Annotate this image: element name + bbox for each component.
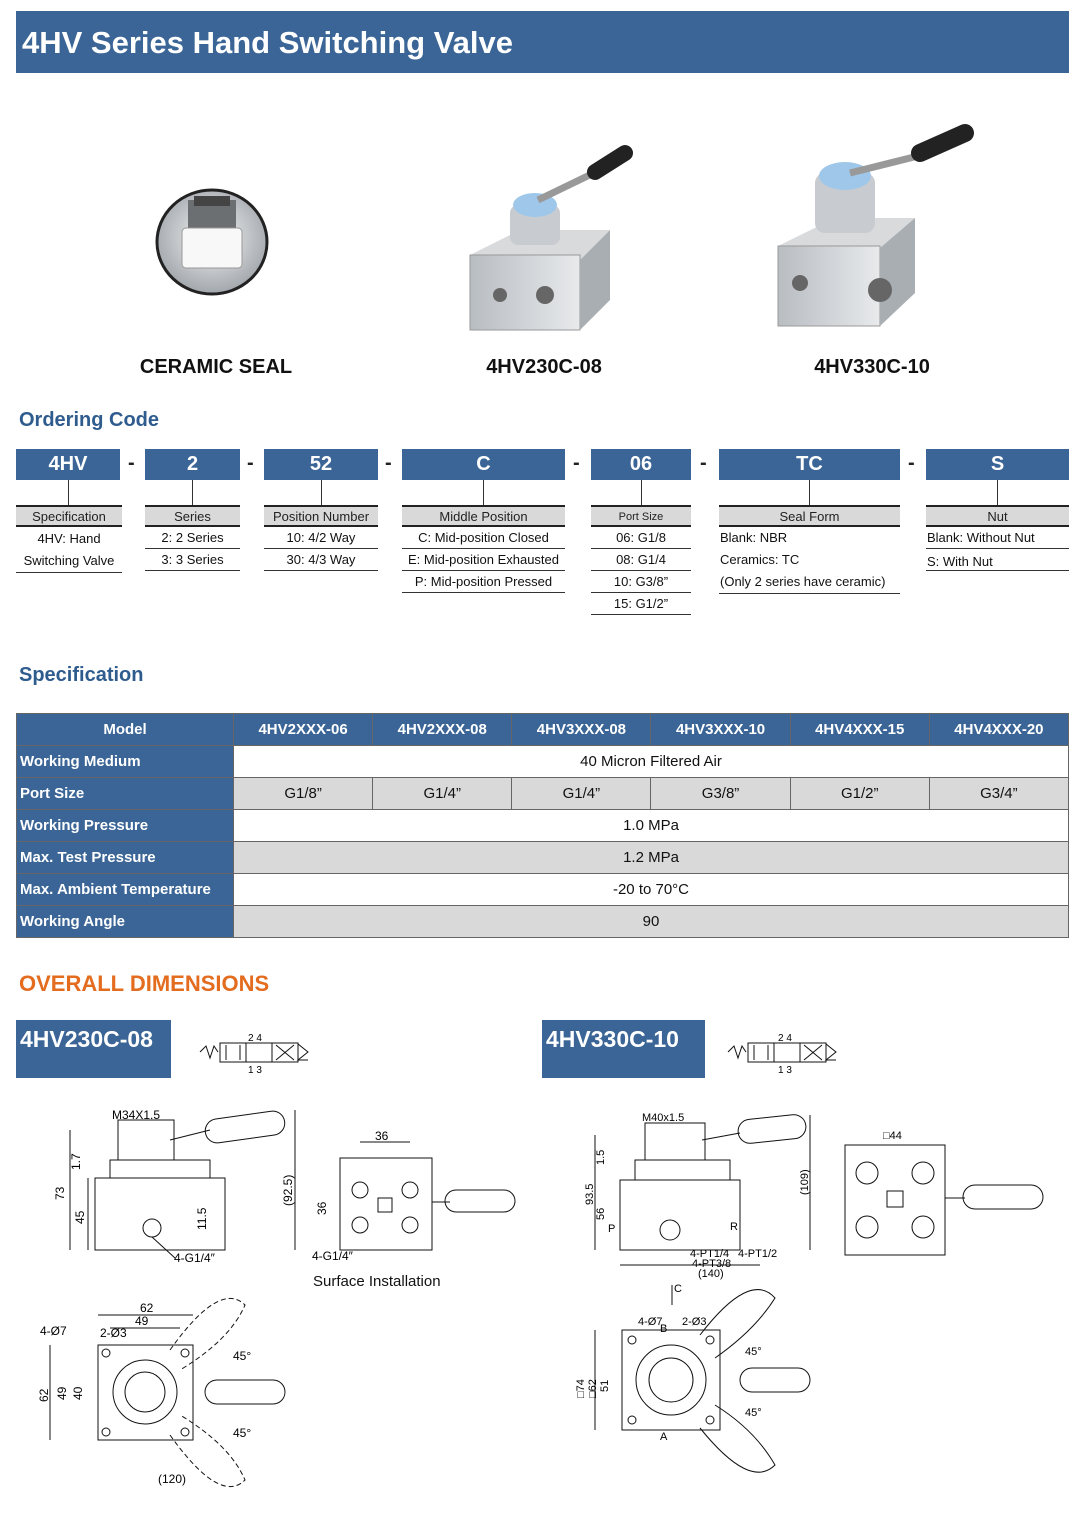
spec-header-cell: 4HV2XXX-06	[234, 714, 373, 746]
spec-header-cell: 4HV4XXX-20	[929, 714, 1068, 746]
code-separator: -	[700, 452, 707, 474]
col-value: 2: 2 Series	[145, 527, 240, 549]
col-header: Seal Form	[719, 505, 900, 527]
spec-row-label: Working Angle	[17, 906, 234, 938]
right-top-view-drawing	[570, 1280, 830, 1505]
spec-cell: G1/4”	[512, 778, 651, 810]
valve-symbol-left	[196, 1032, 316, 1074]
connector-line	[809, 480, 810, 505]
dim-label: 45	[73, 1210, 87, 1224]
dim-label: 45°	[233, 1349, 252, 1363]
col-value: 06: G1/8	[591, 527, 691, 549]
col-header: Position Number	[264, 505, 378, 527]
dim-label: 4-Ø7	[40, 1324, 67, 1338]
spec-header-row	[17, 714, 1069, 746]
col-header: Specification	[16, 505, 122, 527]
spec-row	[17, 874, 1069, 906]
spec-row	[17, 906, 1069, 938]
spec-row-label: Port Size	[17, 778, 234, 810]
connector-line	[192, 480, 193, 505]
col-value: 10: 4/2 Way	[264, 527, 378, 549]
col-value-line: 4HV: Hand	[37, 531, 101, 546]
ordering-col-position	[264, 505, 378, 571]
code-box-middle: C	[402, 449, 565, 480]
dimensions-heading: OVERALL DIMENSIONS	[19, 971, 270, 996]
dim-label: B	[660, 1323, 668, 1335]
model-330-label: 4HV330C-10	[814, 356, 930, 378]
col-value-line: Blank: NBR	[720, 530, 788, 545]
spec-row	[17, 778, 1069, 810]
dim-model-right: 4HV330C-10	[542, 1020, 705, 1078]
dim-label: □62	[587, 1379, 599, 1398]
dim-label: 62	[140, 1301, 154, 1315]
dim-label: (109)	[799, 1169, 811, 1195]
dim-label: 93.5	[584, 1183, 596, 1205]
valve-photo-4hv230	[460, 135, 640, 345]
dim-label: □74	[575, 1379, 587, 1398]
valve-symbol-right	[724, 1032, 849, 1074]
dim-label: M34X1.5	[112, 1108, 161, 1122]
dim-label: 4-G1/4″	[174, 1251, 215, 1265]
spec-row-label: Max. Ambient Temperature	[17, 874, 234, 906]
dim-label: (92.5)	[281, 1174, 295, 1206]
dim-label: (120)	[158, 1472, 187, 1486]
col-value: 3: 3 Series	[145, 549, 240, 571]
dim-label: 2-Ø3	[100, 1326, 127, 1340]
code-separator: -	[573, 452, 580, 474]
spec-cell: G1/8”	[234, 778, 373, 810]
connector-line	[483, 480, 484, 505]
dim-label: 56	[595, 1207, 607, 1220]
code-box-position: 52	[264, 449, 378, 480]
connector-line	[641, 480, 642, 505]
spec-cell: 1.2 MPa	[234, 842, 1069, 874]
spec-cell: G1/4”	[373, 778, 512, 810]
dim-label: M40x1.5	[642, 1112, 685, 1124]
dim-label: C	[674, 1283, 682, 1295]
model-230-label: 4HV230C-08	[486, 356, 602, 378]
code-box-series: 2	[145, 449, 240, 480]
spec-cell: -20 to 70°C	[234, 874, 1069, 906]
dim-label: 4-PT1/4	[690, 1248, 730, 1260]
spec-cell: 90	[234, 906, 1069, 938]
connector-line	[997, 480, 998, 505]
symbol-top-label: 2 4	[778, 1033, 792, 1044]
spec-cell: 40 Micron Filtered Air	[234, 746, 1069, 778]
dim-label: 1.7	[69, 1153, 83, 1170]
surface-installation-label: Surface Installation	[313, 1273, 441, 1290]
dim-label: 62	[37, 1388, 51, 1402]
spec-header-cell: 4HV3XXX-08	[512, 714, 651, 746]
dim-label: 11.5	[195, 1207, 209, 1230]
ceramic-seal-photo	[150, 180, 280, 300]
col-value	[719, 527, 900, 594]
col-value	[16, 527, 122, 573]
symbol-bottom-label: 1 3	[248, 1065, 262, 1074]
col-value: 30: 4/3 Way	[264, 549, 378, 571]
symbol-bottom-label: 1 3	[778, 1065, 792, 1074]
ordering-col-middle	[402, 505, 565, 593]
dim-label: 73	[53, 1186, 67, 1200]
spec-cell: 1.0 MPa	[234, 810, 1069, 842]
ordering-col-port	[591, 505, 691, 615]
ceramic-seal-label: CERAMIC SEAL	[139, 356, 293, 378]
spec-header-cell: Model	[17, 714, 234, 746]
spec-header-cell: 4HV3XXX-10	[651, 714, 790, 746]
dim-label: 51	[599, 1379, 611, 1392]
code-box-nut: S	[926, 449, 1069, 480]
symbol-top-label: 2 4	[248, 1033, 262, 1044]
col-value-line: (Only 2 series have ceramic)	[720, 574, 886, 589]
dim-label: 45°	[233, 1426, 252, 1440]
col-value-line: Ceramics: TC	[720, 552, 800, 567]
ordering-code-heading: Ordering Code	[19, 409, 160, 431]
col-value: 15: G1/2”	[591, 593, 691, 615]
code-separator: -	[908, 452, 915, 474]
col-value: E: Mid-position Exhausted	[402, 549, 565, 571]
connector-line	[321, 480, 322, 505]
dim-label: 36	[375, 1130, 389, 1143]
dim-label: R	[730, 1221, 738, 1233]
code-box-port: 06	[591, 449, 691, 480]
col-value: Blank: Without Nut	[926, 527, 1069, 549]
code-separator: -	[128, 452, 135, 474]
page-title: 4HV Series Hand Switching Valve	[16, 11, 1069, 73]
valve-photo-4hv330	[770, 118, 980, 333]
spec-row-label: Working Medium	[17, 746, 234, 778]
dim-label: 40	[71, 1386, 85, 1400]
right-surface-drawing	[835, 1125, 1055, 1260]
dim-label: 45°	[745, 1346, 762, 1358]
spec-header-cell: 4HV2XXX-08	[373, 714, 512, 746]
ordering-col-specification	[16, 505, 122, 573]
dim-label: 36	[315, 1201, 329, 1215]
col-value-line: Switching Valve	[23, 553, 115, 568]
right-side-view-drawing	[580, 1105, 830, 1280]
specification-heading: Specification	[19, 664, 144, 686]
spec-header-cell: 4HV4XXX-15	[790, 714, 929, 746]
spec-row	[17, 810, 1069, 842]
left-surface-drawing	[310, 1130, 530, 1260]
dim-label: 4-PT1/2	[738, 1248, 778, 1260]
spec-table	[16, 713, 1069, 938]
col-value: P: Mid-position Pressed	[402, 571, 565, 593]
dim-label: 1.5	[595, 1149, 607, 1165]
spec-cell: G1/2”	[790, 778, 929, 810]
col-value: S: With Nut	[926, 549, 1069, 571]
code-separator: -	[247, 452, 254, 474]
dim-label: A	[660, 1431, 668, 1443]
ordering-col-series	[145, 505, 240, 571]
ordering-col-seal	[719, 505, 900, 594]
dim-label: P	[608, 1223, 616, 1235]
dim-label: 4-G1/4″	[312, 1249, 353, 1260]
code-box-type: 4HV	[16, 449, 120, 480]
left-top-view-drawing	[30, 1290, 310, 1505]
dim-label: 49	[135, 1314, 149, 1328]
spec-cell: G3/4”	[929, 778, 1068, 810]
spec-row	[17, 746, 1069, 778]
col-header: Middle Position	[402, 505, 565, 527]
spec-cell: G3/8”	[651, 778, 790, 810]
dim-label: 49	[55, 1386, 69, 1400]
left-side-view-drawing	[40, 1100, 310, 1270]
connector-line	[68, 480, 69, 505]
col-value: 10: G3/8”	[591, 571, 691, 593]
code-separator: -	[385, 452, 392, 474]
col-header: Series	[145, 505, 240, 527]
col-value: 08: G1/4	[591, 549, 691, 571]
dim-label: 2-Ø3	[682, 1316, 707, 1328]
spec-row	[17, 842, 1069, 874]
col-header: Port Size	[591, 505, 691, 527]
dim-model-left: 4HV230C-08	[16, 1020, 171, 1078]
dim-label: □44	[883, 1130, 902, 1142]
code-box-seal: TC	[719, 449, 900, 480]
dim-label: 4-Ø7	[638, 1316, 663, 1328]
col-header: Nut	[926, 505, 1069, 527]
dim-label: 4-PT3/8	[692, 1258, 732, 1270]
col-value: C: Mid-position Closed	[402, 527, 565, 549]
dim-label: 45°	[745, 1407, 762, 1419]
ordering-col-nut	[926, 505, 1069, 571]
spec-row-label: Max. Test Pressure	[17, 842, 234, 874]
dim-label: (140)	[698, 1268, 724, 1280]
spec-row-label: Working Pressure	[17, 810, 234, 842]
